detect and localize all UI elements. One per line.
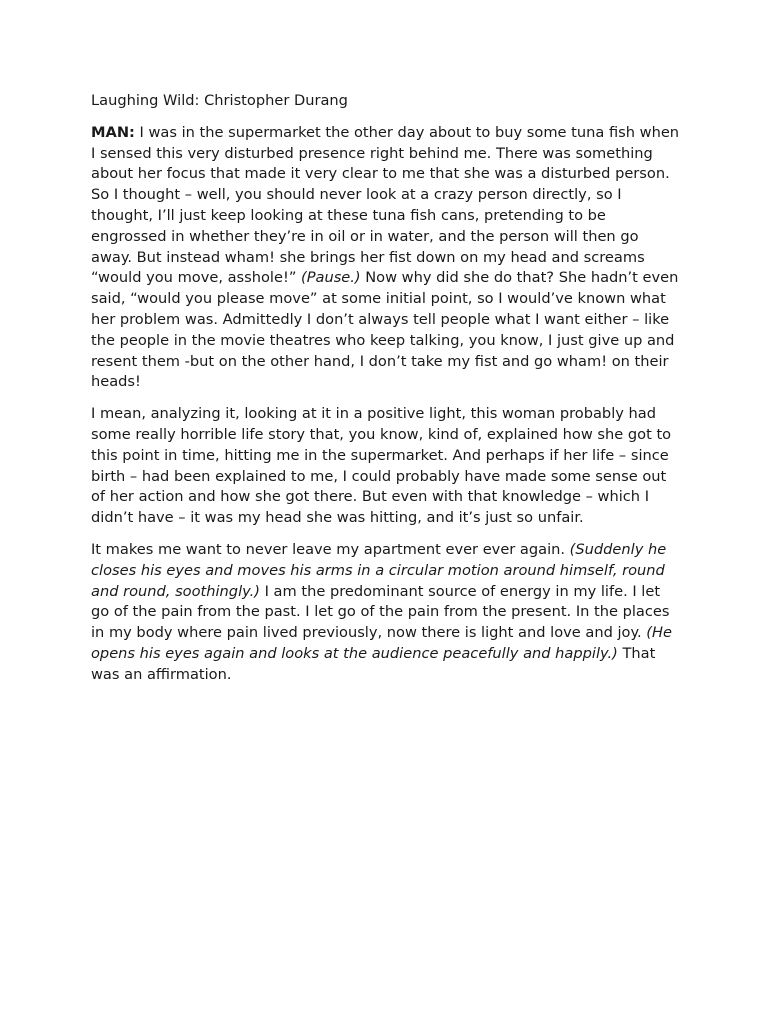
stage-direction: (He opens his eyes again and looks at the audience peacefully and happily.) [91,624,672,662]
paragraph-2 [91,404,681,529]
document-page [91,91,681,697]
dialogue-text: I am the predominant source of energy in my life. I let go of the pain from the past. I let go of the pain from the present. In the places in my body where pain lived previously, now there is light and love and joy. [91,582,670,642]
stage-direction: (Pause.) [301,269,361,287]
stage-direction: (Suddenly he closes his eyes and moves his arms in a circular motion around himself, round and round, soothingly.) [91,540,667,600]
dialogue-text: I mean, analyzing it, looking at it in a positive light, this woman probably had some really horrible life story that, you know, kind of, explained how she got to this point in time, hitting me in the supermarket. And perhaps if her life – since birth – had been explained to me, I could probably have made some sense out of her action and how she got there. But even with that knowledge – which I didn’t have – it was my head she was hitting, and it’s just so unfair. [91,405,672,527]
paragraph-1 [91,123,681,393]
speaker-label: MAN: [91,123,135,141]
dialogue-text: I was in the supermarket the other day about to buy some tuna fish when I sensed this very disturbed presence right behind me. There was something about her focus that made it very clear to me that she was a disturbed person. So I thought – well, you should never look at a crazy person directly, so I thought, I’ll just keep looking at these tuna fish cans, pretending to be engrossed in whether they’re in oil or in water, and the person will then go away. But instead wham! she brings her fist down on my head and screams “would you move, asshole!” [91,123,680,287]
document-title: Laughing Wild: Christopher Durang [91,92,348,109]
dialogue-text: Now why did she do that? She hadn’t even said, “would you please move” at some initial point, so I would’ve known what her problem was. Admittedly I don’t always tell people what I want either – like the people in the movie theatres who keep talking, you know, I just give up and resent them -but on the other hand, I don’t take my fist and go wham! on their heads! [91,269,679,391]
dialogue-text: That was an affirmation. [91,644,656,683]
dialogue-text: It makes me want to never leave my apartment ever ever again. [91,540,570,558]
paragraph-3 [91,540,681,686]
